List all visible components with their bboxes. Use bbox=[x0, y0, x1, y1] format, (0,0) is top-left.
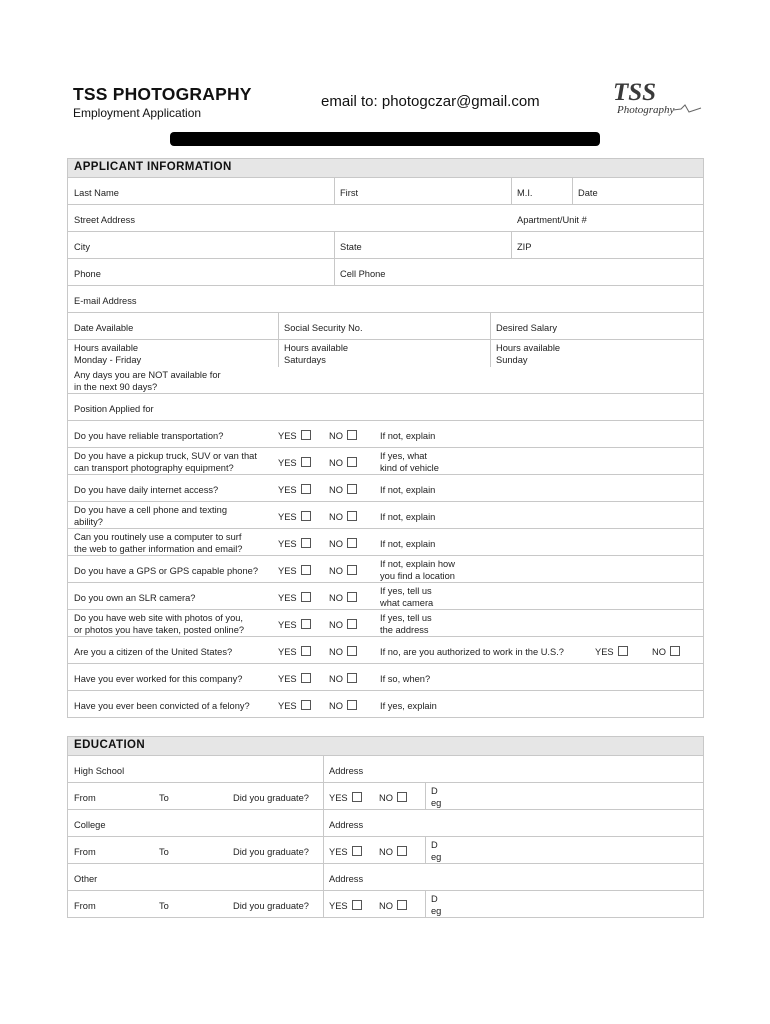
yes-option[interactable]: YES bbox=[278, 430, 311, 442]
question-text: Do you have web site with photos of you, or photos you have taken, posted online? bbox=[74, 613, 245, 635]
yes-option[interactable]: YES bbox=[329, 846, 362, 858]
to-label: To bbox=[159, 901, 169, 911]
no-checkbox[interactable] bbox=[397, 846, 407, 856]
question-row bbox=[68, 610, 703, 637]
to-label: To bbox=[159, 847, 169, 857]
date-label: Date bbox=[578, 188, 598, 198]
no-option[interactable]: NO bbox=[329, 457, 357, 469]
question-row bbox=[68, 448, 703, 475]
followup-text: If not, explain bbox=[380, 485, 436, 495]
question-text: Do you have a cell phone and texting ability? bbox=[74, 505, 227, 527]
svg-text:TSS: TSS bbox=[613, 79, 657, 106]
section-heading: EDUCATION bbox=[68, 737, 703, 756]
question-text: Have you ever been convicted of a felony? bbox=[74, 701, 250, 711]
question-text: Have you ever worked for this company? bbox=[74, 674, 243, 684]
no-checkbox[interactable] bbox=[347, 646, 357, 656]
first-name-label: First bbox=[340, 188, 359, 198]
no-checkbox[interactable] bbox=[347, 619, 357, 629]
yes-checkbox[interactable] bbox=[301, 484, 311, 494]
hours-sunday-label: Hours available Sunday bbox=[496, 343, 561, 365]
question-row bbox=[68, 583, 703, 610]
zip-label: ZIP bbox=[517, 242, 532, 252]
degree-label: D eg bbox=[431, 840, 442, 862]
question-row bbox=[68, 664, 703, 691]
email-label: E-mail Address bbox=[74, 296, 137, 306]
question-text: Do you have daily internet access? bbox=[74, 485, 219, 495]
yes-option[interactable]: YES bbox=[278, 538, 311, 550]
no-checkbox[interactable] bbox=[347, 511, 357, 521]
no-option[interactable]: NO bbox=[329, 430, 357, 442]
followup-text: If yes, tell us the address bbox=[380, 613, 432, 635]
yes-checkbox[interactable] bbox=[301, 430, 311, 440]
yes-option[interactable]: YES bbox=[278, 484, 311, 496]
address-row bbox=[68, 205, 703, 232]
last-name-label: Last Name bbox=[74, 188, 119, 198]
followup-text: If not, explain bbox=[380, 539, 436, 549]
no-option[interactable]: NO bbox=[329, 673, 357, 685]
question-row bbox=[68, 556, 703, 583]
no-option[interactable]: NO bbox=[329, 484, 357, 496]
svg-text:Photography: Photography bbox=[617, 104, 675, 116]
school-label: College bbox=[74, 820, 106, 830]
school-dates-row bbox=[68, 837, 703, 864]
yes-checkbox[interactable] bbox=[618, 646, 628, 656]
graduate-label: Did you graduate? bbox=[233, 793, 309, 803]
yes-option[interactable]: YES bbox=[278, 457, 311, 469]
from-label: From bbox=[74, 793, 96, 803]
yes-checkbox[interactable] bbox=[301, 700, 311, 710]
question-text: Do you have a GPS or GPS capable phone? bbox=[74, 566, 258, 576]
no-option[interactable]: NO bbox=[379, 792, 407, 804]
no-checkbox[interactable] bbox=[397, 900, 407, 910]
yes-checkbox[interactable] bbox=[352, 900, 362, 910]
no-checkbox[interactable] bbox=[347, 430, 357, 440]
city-row bbox=[68, 232, 703, 259]
company-logo bbox=[611, 78, 703, 120]
followup-text: If not, explain bbox=[380, 512, 436, 522]
no-checkbox[interactable] bbox=[347, 457, 357, 467]
no-option[interactable]: NO bbox=[379, 900, 407, 912]
education-section bbox=[67, 736, 704, 918]
hours-weekday-label: Hours available Monday - Friday bbox=[74, 343, 142, 365]
yes-option[interactable]: YES bbox=[278, 646, 311, 658]
question-row bbox=[68, 502, 703, 529]
no-option[interactable]: NO bbox=[329, 700, 357, 712]
no-checkbox[interactable] bbox=[670, 646, 680, 656]
hours-row bbox=[68, 340, 703, 367]
yes-option[interactable]: YES bbox=[278, 700, 311, 712]
question-text: Do you have a pickup truck, SUV or van that can transport photography equipment? bbox=[74, 451, 257, 473]
ssn-label: Social Security No. bbox=[284, 323, 363, 333]
yes-checkbox[interactable] bbox=[301, 592, 311, 602]
school-dates-row bbox=[68, 783, 703, 810]
state-label: State bbox=[340, 242, 362, 252]
school-row bbox=[68, 810, 703, 837]
yes-option[interactable]: YES bbox=[278, 673, 311, 685]
city-label: City bbox=[74, 242, 91, 252]
school-label: High School bbox=[74, 766, 125, 776]
no-option[interactable]: NO bbox=[329, 619, 357, 631]
to-label: To bbox=[159, 793, 169, 803]
from-label: From bbox=[74, 901, 96, 911]
followup-text: If yes, tell us what camera bbox=[380, 586, 434, 608]
yes-option[interactable]: YES bbox=[278, 511, 311, 523]
yes-checkbox[interactable] bbox=[301, 646, 311, 656]
school-row bbox=[68, 864, 703, 891]
yes-checkbox[interactable] bbox=[301, 619, 311, 629]
no-checkbox[interactable] bbox=[347, 565, 357, 575]
yes-checkbox[interactable] bbox=[301, 565, 311, 575]
desired-salary-label: Desired Salary bbox=[496, 323, 557, 333]
question-row bbox=[68, 421, 703, 448]
address-label: Address bbox=[329, 766, 364, 776]
cell-phone-label: Cell Phone bbox=[340, 269, 386, 279]
no-option[interactable]: NO bbox=[329, 565, 357, 577]
followup-text: If not, explain bbox=[380, 431, 436, 441]
yes-checkbox[interactable] bbox=[352, 792, 362, 802]
yes-checkbox[interactable] bbox=[301, 457, 311, 467]
no-option[interactable]: NO bbox=[329, 592, 357, 604]
section-heading: APPLICANT INFORMATION bbox=[68, 159, 703, 178]
not-available-row bbox=[68, 367, 703, 394]
no-checkbox[interactable] bbox=[347, 700, 357, 710]
graduate-label: Did you graduate? bbox=[233, 847, 309, 857]
graduate-label: Did you graduate? bbox=[233, 901, 309, 911]
yes-checkbox[interactable] bbox=[301, 511, 311, 521]
yes-checkbox[interactable] bbox=[352, 846, 362, 856]
yes-option[interactable]: YES bbox=[278, 619, 311, 631]
phone-row bbox=[68, 259, 703, 286]
question-text: Do you have reliable transportation? bbox=[74, 431, 224, 441]
followup-text: If yes, explain bbox=[380, 701, 437, 711]
contact-email[interactable]: email to: photogczar@gmail.com bbox=[321, 93, 540, 110]
no-checkbox[interactable] bbox=[347, 673, 357, 683]
question-text: Can you routinely use a computer to surf the web to gather information and email? bbox=[74, 532, 243, 554]
company-name: TSS PHOTOGRAPHY bbox=[73, 84, 252, 104]
date-available-label: Date Available bbox=[74, 323, 134, 333]
no-checkbox[interactable] bbox=[397, 792, 407, 802]
no-option[interactable]: NO bbox=[329, 538, 357, 550]
question-row bbox=[68, 475, 703, 502]
followup-text: If no, are you authorized to work in the U.S.? bbox=[380, 647, 564, 657]
yes-checkbox[interactable] bbox=[301, 673, 311, 683]
no-checkbox[interactable] bbox=[347, 484, 357, 494]
email-row bbox=[68, 286, 703, 313]
degree-label: D eg bbox=[431, 786, 442, 808]
school-row bbox=[68, 756, 703, 783]
no-checkbox[interactable] bbox=[347, 592, 357, 602]
question-row bbox=[68, 529, 703, 556]
from-label: From bbox=[74, 847, 96, 857]
applicant-section bbox=[67, 158, 704, 718]
position-label: Position Applied for bbox=[74, 404, 154, 414]
question-row bbox=[68, 691, 703, 718]
degree-label: D eg bbox=[431, 894, 442, 916]
school-dates-row bbox=[68, 891, 703, 918]
apartment-label: Apartment/Unit # bbox=[517, 215, 587, 225]
redaction-bar bbox=[170, 132, 600, 146]
authorized-yes-option[interactable]: YES bbox=[595, 646, 628, 658]
mi-label: M.I. bbox=[517, 188, 533, 198]
address-label: Address bbox=[329, 820, 364, 830]
no-checkbox[interactable] bbox=[347, 538, 357, 548]
phone-label: Phone bbox=[74, 269, 101, 279]
hours-saturday-label: Hours available Saturdays bbox=[284, 343, 349, 365]
followup-text: If so, when? bbox=[380, 674, 431, 684]
yes-option[interactable]: YES bbox=[329, 900, 362, 912]
question-row bbox=[68, 637, 703, 664]
no-option[interactable]: NO bbox=[329, 511, 357, 523]
question-text: Are you a citizen of the United States? bbox=[74, 647, 233, 657]
yes-option[interactable]: YES bbox=[278, 592, 311, 604]
authorized-no-option[interactable]: NO bbox=[652, 646, 680, 658]
followup-text: If yes, what kind of vehicle bbox=[380, 451, 439, 473]
question-text: Do you own an SLR camera? bbox=[74, 593, 196, 603]
address-label: Address bbox=[329, 874, 364, 884]
form-subtitle: Employment Application bbox=[73, 106, 202, 120]
no-option[interactable]: NO bbox=[379, 846, 407, 858]
yes-option[interactable]: YES bbox=[278, 565, 311, 577]
name-row bbox=[68, 178, 703, 205]
street-label: Street Address bbox=[74, 215, 135, 225]
school-label: Other bbox=[74, 874, 98, 884]
not-available-label: Any days you are NOT available for in the next 90 days? bbox=[74, 370, 221, 392]
availability-row bbox=[68, 313, 703, 340]
followup-text: If not, explain how you find a location bbox=[380, 559, 455, 581]
no-option[interactable]: NO bbox=[329, 646, 357, 658]
yes-checkbox[interactable] bbox=[301, 538, 311, 548]
yes-option[interactable]: YES bbox=[329, 792, 362, 804]
position-row bbox=[68, 394, 703, 421]
